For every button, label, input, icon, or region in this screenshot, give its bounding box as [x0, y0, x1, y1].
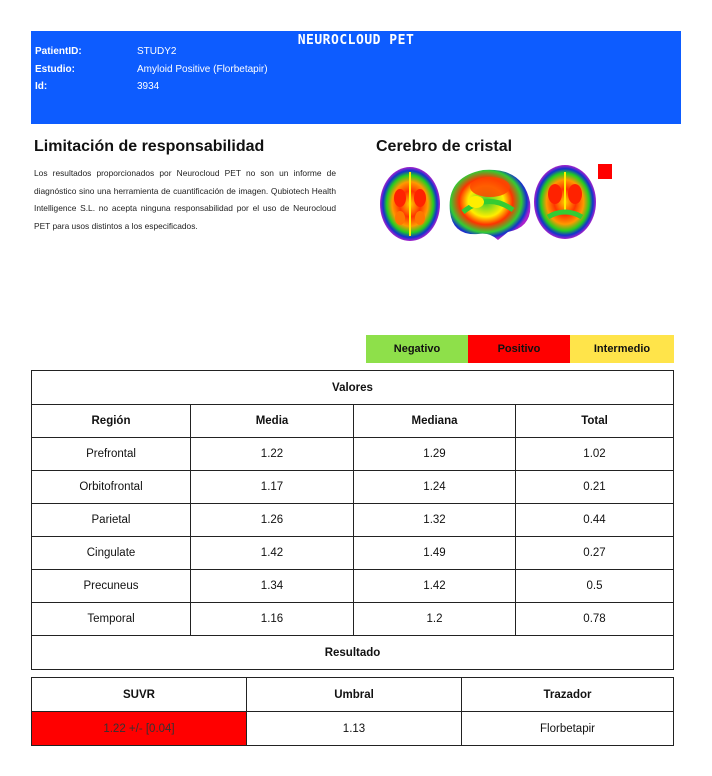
valores-title: Valores [32, 371, 674, 405]
coronal-brain-view [534, 165, 596, 239]
patient-id-value: STUDY2 [137, 46, 177, 57]
id-value: 3934 [137, 81, 160, 92]
mediana-cell: 1.29 [354, 438, 516, 471]
disclaimer-text: Los resultados proporcionados por Neurocloud PET no son un informe de diagnóstico sino una herramienta de cuantificación de imagen. Qubiotech Health Intelligence S.L. no acepta ninguna responsabilidad por el uso de Neurocloud PET para usos distintos a los especificados. [34, 168, 336, 231]
report-header [31, 31, 681, 124]
axial-brain-view [380, 167, 440, 241]
umbral-value: 1.13 [247, 712, 462, 746]
legend-intermediate: Intermedio [570, 335, 674, 363]
mediana-cell: 1.2 [354, 603, 516, 636]
media-cell: 1.22 [191, 438, 354, 471]
table-row [32, 712, 674, 746]
col-header-trazador: Trazador [462, 678, 674, 712]
sagittal-brain-view [450, 170, 531, 240]
valores-table [31, 370, 674, 670]
status-marker [598, 164, 612, 179]
col-header-media: Media [191, 405, 354, 438]
media-cell: 1.17 [191, 471, 354, 504]
patient-id-label: PatientID: [35, 46, 82, 57]
media-cell: 1.42 [191, 537, 354, 570]
media-cell: 1.26 [191, 504, 354, 537]
total-cell: 0.78 [516, 603, 674, 636]
total-cell: 0.44 [516, 504, 674, 537]
table-row [32, 504, 674, 537]
col-header-total: Total [516, 405, 674, 438]
table-row [32, 438, 674, 471]
region-cell: Orbitofrontal [32, 471, 191, 504]
disclaimer-title: Limitación de responsabilidad [34, 138, 265, 155]
table-row [32, 471, 674, 504]
resultado-table [31, 677, 674, 746]
glass-brain-images [378, 162, 618, 242]
table-row [32, 603, 674, 636]
total-cell: 1.02 [516, 438, 674, 471]
total-cell: 0.5 [516, 570, 674, 603]
table-row [32, 537, 674, 570]
study-label: Estudio: [35, 64, 75, 75]
region-cell: Temporal [32, 603, 191, 636]
mediana-cell: 1.49 [354, 537, 516, 570]
suvr-value: 1.22 +/- [0.04] [32, 712, 247, 746]
legend-negative: Negativo [366, 335, 468, 363]
region-cell: Cingulate [32, 537, 191, 570]
col-header-suvr: SUVR [32, 678, 247, 712]
id-label: Id: [35, 81, 48, 92]
col-header-region: Región [32, 405, 191, 438]
resultado-title: Resultado [32, 636, 674, 670]
glass-brain-title: Cerebro de cristal [376, 138, 513, 155]
region-cell: Parietal [32, 504, 191, 537]
media-cell: 1.34 [191, 570, 354, 603]
col-header-mediana: Mediana [354, 405, 516, 438]
mediana-cell: 1.32 [354, 504, 516, 537]
total-cell: 0.27 [516, 537, 674, 570]
table-row [32, 570, 674, 603]
trazador-value: Florbetapir [462, 712, 674, 746]
legend-positive: Positivo [468, 335, 570, 363]
total-cell: 0.21 [516, 471, 674, 504]
col-header-umbral: Umbral [247, 678, 462, 712]
mediana-cell: 1.42 [354, 570, 516, 603]
region-cell: Precuneus [32, 570, 191, 603]
brand-title: NEUROCLOUD PET [297, 33, 415, 48]
media-cell: 1.16 [191, 603, 354, 636]
mediana-cell: 1.24 [354, 471, 516, 504]
legend [366, 335, 674, 363]
study-value: Amyloid Positive (Florbetapir) [137, 64, 268, 75]
region-cell: Prefrontal [32, 438, 191, 471]
